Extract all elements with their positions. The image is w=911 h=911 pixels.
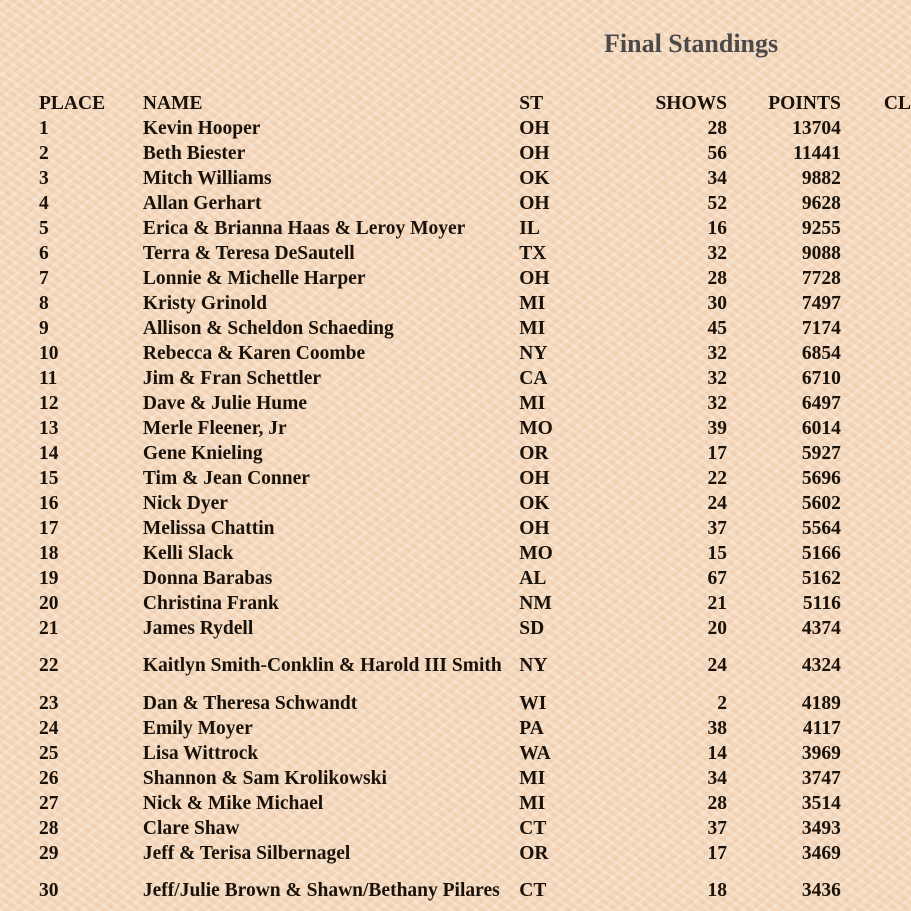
- cell-cl: [841, 391, 911, 416]
- cell-name: Kevin Hooper: [142, 117, 261, 139]
- cell-place: 7: [39, 267, 49, 289]
- cell-shows: 39: [707, 417, 727, 439]
- cell-points: 6014: [801, 417, 841, 439]
- cell-shows: 67: [707, 567, 727, 589]
- cell-name: Gene Knieling: [142, 442, 263, 464]
- standings-table: [30, 91, 911, 911]
- cell-shows: 37: [707, 517, 727, 539]
- cell-name: Nick & Mike Michael: [142, 792, 324, 814]
- cell-name: Nick Dyer: [142, 492, 228, 514]
- cell-points: 9088: [801, 242, 841, 264]
- cell-place: 10: [39, 342, 59, 364]
- cell-state: MI: [519, 292, 546, 314]
- cell-place: 8: [39, 292, 49, 314]
- cell-cl: [841, 116, 911, 141]
- cell-cl: [841, 241, 911, 266]
- cell-points: 9882: [801, 167, 841, 189]
- cell-points: 9255: [801, 217, 841, 239]
- cell-place: 12: [39, 392, 59, 414]
- cell-points: 3436: [801, 880, 841, 901]
- table-row: [30, 441, 911, 466]
- cell-shows: 32: [707, 367, 727, 389]
- table-row: [30, 191, 911, 216]
- cell-shows: 28: [707, 267, 727, 289]
- table-row: [30, 166, 911, 191]
- cell-name: Jim & Fran Schettler: [142, 367, 322, 389]
- cell-shows: 20: [707, 617, 727, 639]
- cell-state: OK: [519, 167, 550, 189]
- cell-cl: [841, 216, 911, 241]
- cell-points: 7497: [801, 292, 841, 314]
- cell-shows: 32: [707, 342, 727, 364]
- cell-cl: [841, 141, 911, 166]
- cell-points: 9628: [801, 192, 841, 214]
- table-row: [30, 366, 911, 391]
- cell-cl: [841, 266, 911, 291]
- cell-place: 6: [39, 242, 49, 264]
- cell-cl: [841, 166, 911, 191]
- cell-state: CA: [519, 367, 548, 389]
- cell-points: 5166: [801, 542, 841, 564]
- cell-points: 3747: [801, 767, 841, 789]
- cell-state: OH: [519, 142, 550, 164]
- cell-place: 24: [39, 717, 59, 739]
- cell-points: 3969: [801, 742, 841, 764]
- cell-shows: 18: [707, 880, 727, 901]
- cell-place: 16: [39, 492, 59, 514]
- column-header-shows: SHOWS: [655, 92, 727, 114]
- cell-state: OH: [519, 267, 550, 289]
- cell-cl: [841, 441, 911, 466]
- cell-cl: [841, 291, 911, 316]
- table-row: [30, 216, 911, 241]
- cell-state: MI: [519, 792, 546, 814]
- cell-points: 6854: [801, 342, 841, 364]
- cell-state: PA: [519, 717, 544, 739]
- cell-place: 27: [39, 792, 59, 814]
- table-row: [30, 816, 911, 841]
- cell-cl: [841, 816, 911, 841]
- cell-state: CT: [519, 817, 547, 839]
- cell-place: 29: [39, 842, 59, 864]
- table-row: [30, 641, 911, 691]
- cell-name: Melissa Chattin: [142, 517, 275, 539]
- cell-place: 11: [39, 367, 58, 389]
- cell-place: 3: [39, 167, 49, 189]
- cell-shows: 17: [707, 842, 727, 864]
- cell-cl: [841, 791, 911, 816]
- cell-shows: 24: [707, 655, 727, 676]
- cell-state: MI: [519, 767, 546, 789]
- cell-place: 21: [39, 617, 59, 639]
- column-header-state: ST: [519, 92, 544, 114]
- cell-state: OK: [519, 492, 550, 514]
- cell-points: 3493: [801, 817, 841, 839]
- cell-place: 5: [39, 217, 49, 239]
- cell-name: Mitch Williams: [142, 167, 272, 189]
- cell-shows: 32: [707, 392, 727, 414]
- cell-state: OH: [519, 467, 550, 489]
- cell-cl: [841, 716, 911, 741]
- cell-shows: 34: [707, 167, 727, 189]
- cell-place: 9: [39, 317, 49, 339]
- cell-state: CT: [519, 880, 547, 901]
- cell-state: OR: [519, 442, 549, 464]
- table-row: [30, 841, 911, 866]
- cell-place: 2: [39, 142, 49, 164]
- cell-cl: [841, 491, 911, 516]
- cell-name: Allison & Scheldon Schaeding: [142, 317, 394, 339]
- cell-cl: [841, 416, 911, 441]
- cell-name: Lonnie & Michelle Harper: [142, 267, 366, 289]
- cell-cl: [841, 741, 911, 766]
- cell-place: 20: [39, 592, 59, 614]
- cell-shows: 52: [707, 192, 727, 214]
- cell-state: MO: [519, 417, 553, 439]
- cell-shows: 37: [707, 817, 727, 839]
- cell-points: 7174: [801, 317, 841, 339]
- column-header-name: NAME: [142, 92, 203, 114]
- table-row: [30, 616, 911, 641]
- table-row: [30, 266, 911, 291]
- cell-place: 4: [39, 192, 49, 214]
- cell-name: Terra & Teresa DeSautell: [142, 242, 355, 264]
- cell-points: 6497: [801, 392, 841, 414]
- column-header-place: PLACE: [39, 92, 106, 114]
- cell-cl: [841, 516, 911, 541]
- cell-place: 14: [39, 442, 59, 464]
- table-row: [30, 766, 911, 791]
- table-row: [30, 566, 911, 591]
- cell-cl: [841, 691, 911, 716]
- cell-place: 19: [39, 567, 59, 589]
- table-row: [30, 291, 911, 316]
- cell-shows: 22: [707, 467, 727, 489]
- cell-name: Donna Barabas: [142, 567, 273, 589]
- cell-name: Christina Frank: [142, 592, 279, 614]
- cell-shows: 56: [707, 142, 727, 164]
- cell-name: Lisa Wittrock: [142, 742, 259, 764]
- cell-cl: [841, 866, 911, 911]
- cell-state: OH: [519, 117, 550, 139]
- cell-points: 5162: [801, 567, 841, 589]
- cell-cl: [841, 591, 911, 616]
- cell-cl: [841, 841, 911, 866]
- cell-points: 5696: [801, 467, 841, 489]
- table-row: [30, 541, 911, 566]
- cell-points: 5564: [801, 517, 841, 539]
- cell-points: 13704: [792, 117, 841, 139]
- cell-shows: 28: [707, 792, 727, 814]
- cell-shows: 16: [707, 217, 727, 239]
- cell-name: James Rydell: [142, 617, 254, 639]
- table-row: [30, 241, 911, 266]
- table-row: [30, 141, 911, 166]
- cell-cl: [841, 366, 911, 391]
- cell-place: 30: [39, 880, 59, 901]
- cell-name: Shannon & Sam Krolikowski: [142, 767, 387, 789]
- cell-points: 5116: [802, 592, 841, 614]
- cell-shows: 21: [707, 592, 727, 614]
- cell-cl: [841, 566, 911, 591]
- page-title: Final Standings: [604, 29, 779, 58]
- cell-state: WA: [519, 742, 551, 764]
- cell-place: 22: [39, 655, 59, 676]
- cell-state: NY: [519, 342, 548, 364]
- standings-body: [30, 116, 911, 911]
- cell-name: Rebecca & Karen Coombe: [142, 342, 366, 364]
- table-header-row: [30, 91, 911, 116]
- cell-cl: [841, 191, 911, 216]
- cell-state: AL: [519, 567, 547, 589]
- table-row: [30, 866, 911, 911]
- table-row: [30, 341, 911, 366]
- cell-name: Erica & Brianna Haas & Leroy Moyer: [142, 217, 466, 239]
- cell-cl: [841, 766, 911, 791]
- cell-place: 13: [39, 417, 59, 439]
- cell-state: OR: [519, 842, 549, 864]
- table-row: [30, 116, 911, 141]
- cell-shows: 15: [707, 542, 727, 564]
- cell-name: Jeff & Terisa Silbernagel: [142, 842, 351, 864]
- cell-state: MI: [519, 392, 546, 414]
- cell-name: Merle Fleener, Jr: [142, 417, 287, 439]
- cell-cl: [841, 616, 911, 641]
- cell-points: 3514: [801, 792, 841, 814]
- cell-name: Beth Biester: [142, 142, 246, 164]
- cell-state: NY: [519, 655, 548, 676]
- cell-name: Dan & Theresa Schwandt: [142, 692, 358, 714]
- cell-state: NM: [519, 592, 552, 614]
- cell-shows: 24: [707, 492, 727, 514]
- cell-place: 25: [39, 742, 59, 764]
- cell-name: Kristy Grinold: [142, 292, 267, 314]
- cell-place: 28: [39, 817, 59, 839]
- cell-name: Tim & Jean Conner: [142, 467, 310, 489]
- cell-points: 6710: [801, 367, 841, 389]
- cell-shows: 38: [707, 717, 727, 739]
- cell-shows: 14: [707, 742, 727, 764]
- cell-name: Emily Moyer: [142, 717, 253, 739]
- cell-shows: 17: [707, 442, 727, 464]
- cell-shows: 34: [707, 767, 727, 789]
- cell-shows: 2: [717, 692, 727, 714]
- cell-name: Dave & Julie Hume: [142, 392, 307, 414]
- cell-name: Kaitlyn Smith-Conklin & Harold III Smith: [142, 655, 502, 676]
- cell-state: OH: [519, 517, 550, 539]
- cell-place: 23: [39, 692, 59, 714]
- cell-points: 4374: [801, 617, 841, 639]
- cell-cl: [841, 316, 911, 341]
- cell-place: 17: [39, 517, 59, 539]
- cell-points: 5602: [801, 492, 841, 514]
- cell-points: 4324: [801, 655, 841, 676]
- cell-points: 3469: [801, 842, 841, 864]
- cell-points: 7728: [801, 267, 841, 289]
- cell-points: 4189: [801, 692, 841, 714]
- table-row: [30, 316, 911, 341]
- table-row: [30, 391, 911, 416]
- cell-place: 18: [39, 542, 59, 564]
- table-row: [30, 716, 911, 741]
- table-row: [30, 791, 911, 816]
- cell-shows: 30: [707, 292, 727, 314]
- table-row: [30, 516, 911, 541]
- table-row: [30, 691, 911, 716]
- cell-cl: [841, 641, 911, 691]
- cell-state: WI: [519, 692, 547, 714]
- cell-cl: [841, 541, 911, 566]
- cell-points: 5927: [801, 442, 841, 464]
- cell-state: MI: [519, 317, 546, 339]
- cell-state: TX: [519, 242, 547, 264]
- table-row: [30, 466, 911, 491]
- cell-shows: 45: [707, 317, 727, 339]
- cell-state: IL: [519, 217, 540, 239]
- cell-place: 26: [39, 767, 59, 789]
- cell-name: Allan Gerhart: [142, 192, 262, 214]
- cell-shows: 28: [707, 117, 727, 139]
- cell-name: Jeff/Julie Brown & Shawn/Bethany Pilares: [142, 880, 500, 901]
- cell-points: 11441: [793, 142, 841, 164]
- cell-cl: [841, 466, 911, 491]
- cell-state: OH: [519, 192, 550, 214]
- table-row: [30, 591, 911, 616]
- cell-place: 15: [39, 467, 59, 489]
- cell-place: 1: [39, 117, 49, 139]
- cell-state: MO: [519, 542, 553, 564]
- cell-cl: [841, 341, 911, 366]
- cell-points: 4117: [802, 717, 841, 739]
- column-header-points: POINTS: [768, 92, 841, 114]
- cell-name: Kelli Slack: [142, 542, 234, 564]
- table-row: [30, 416, 911, 441]
- column-header-cl: CL: [883, 92, 911, 114]
- table-row: [30, 491, 911, 516]
- table-row: [30, 741, 911, 766]
- cell-state: SD: [519, 617, 545, 639]
- cell-shows: 32: [707, 242, 727, 264]
- cell-name: Clare Shaw: [142, 817, 240, 839]
